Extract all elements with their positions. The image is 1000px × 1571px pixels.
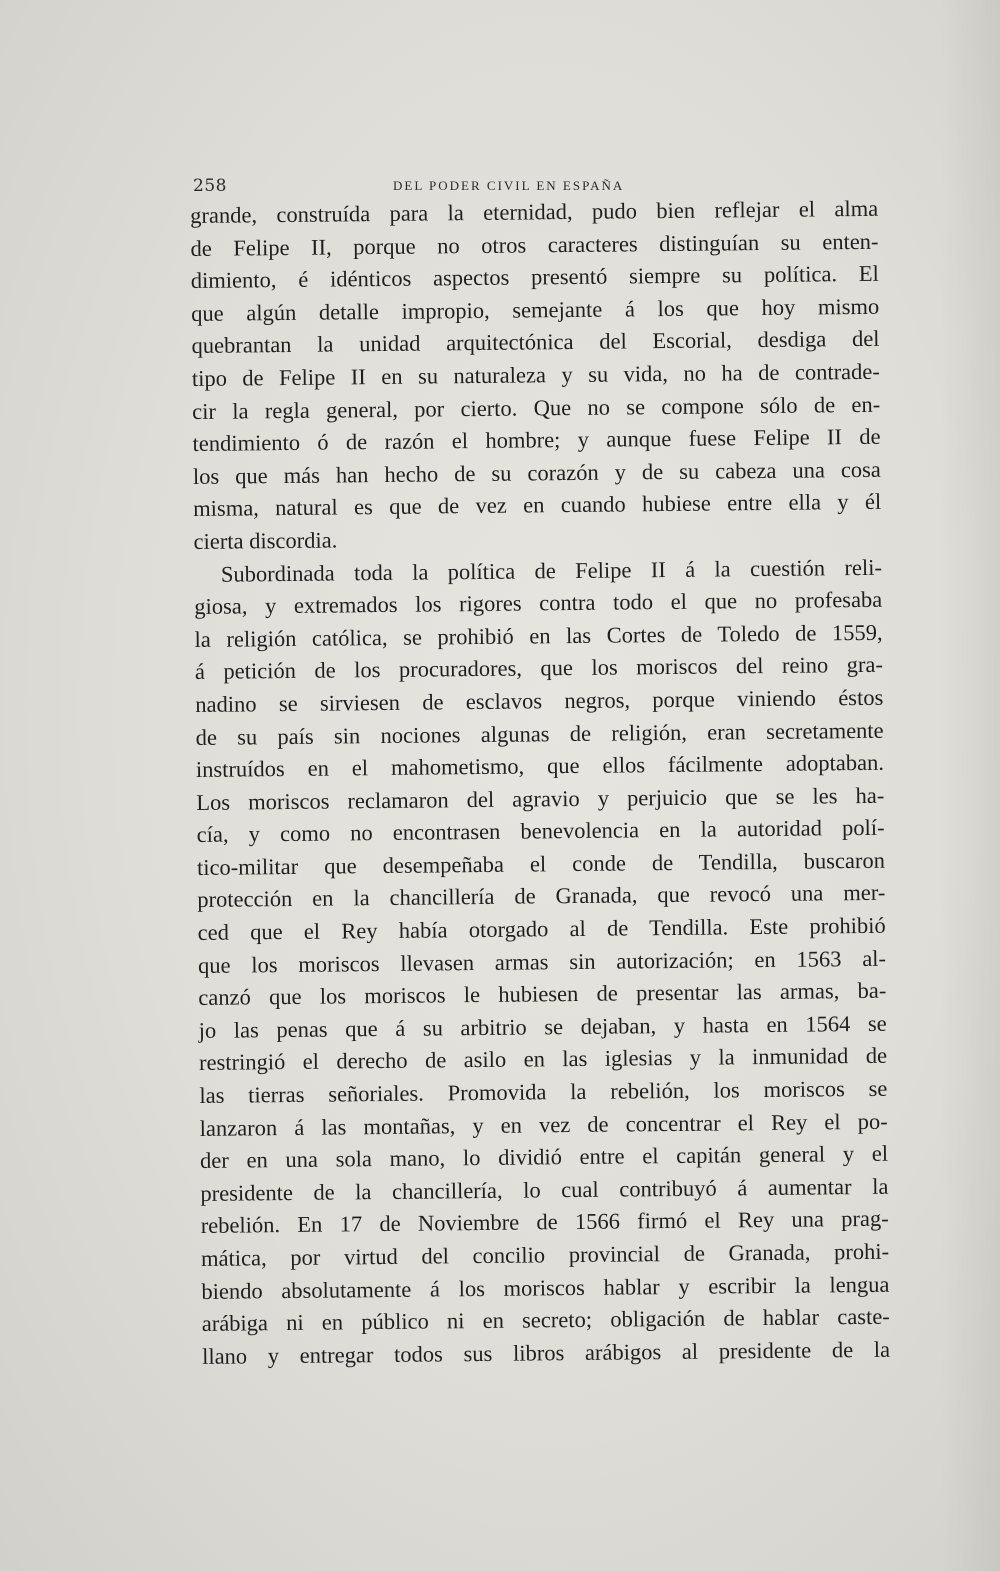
- text-line: llano y entregar todos sus libros arábigos al presidente de la: [201, 1336, 891, 1369]
- text-line: lanzaron á las montañas, y en vez de concentrar el Rey el po-: [199, 1108, 888, 1141]
- text-line: tipo de Felipe II en su naturaleza y su vida, no ha de contrade-: [191, 358, 880, 391]
- text-line: rebelión. En 17 de Noviembre de 1566 firmó el Rey una prag-: [200, 1206, 889, 1239]
- text-line: giosa, y extremados los rigores contra todo el que no profesaba: [194, 586, 883, 620]
- text-line: restringió el derecho de asilo en las iglesias y la inmunidad de: [198, 1043, 888, 1076]
- text-line: arábiga ni en público ni en secreto; obligación de hablar caste-: [201, 1303, 890, 1337]
- text-line: der en una sola mano, lo dividió entre el capitán general y el: [199, 1140, 889, 1174]
- text-line: grande, construída para la eternidad, pudo bien reflejar el alma: [190, 195, 879, 228]
- text-line: jo las penas que á su arbitrio se dejaban, y hasta en 1564 se: [198, 1010, 887, 1043]
- text-line: misma, natural es que de vez en cuando hubiese entre ella y él: [193, 489, 882, 522]
- text-line: á petición de los procuradores, que los moriscos del reino gra-: [194, 652, 884, 685]
- text-line: biendo absolutamente á los moriscos hablar y escribir la lengua: [201, 1271, 890, 1304]
- text-line: de Felipe II, porque no otros caracteres distinguían su enten-: [190, 228, 879, 261]
- body-text: [190, 193, 890, 1374]
- text-line: cierta discordia.: [193, 527, 338, 554]
- text-line: presidente de la chancillería, lo cual contribuyó á aumentar la: [200, 1173, 889, 1206]
- text-line: instruídos en el mahometismo, que ellos fácilmente adoptaban.: [195, 749, 885, 783]
- text-line: quebrantan la unidad arquitectónica del Escorial, desdiga del: [191, 326, 880, 359]
- text-line: cía, y como no encontrasen benevolencia en la autoridad polí-: [196, 815, 885, 848]
- text-line: mática, por virtud del concilio provincial de Granada, prohi-: [200, 1238, 890, 1271]
- text-line: dimiento, é idénticos aspectos presentó siempre su política. El: [190, 260, 879, 294]
- text-line: los que más han hecho de su corazón y de su cabeza una cosa: [192, 456, 881, 489]
- text-line: que algún detalle impropio, semejante á los que hoy mismo: [191, 293, 880, 326]
- text-line: ced que el Rey había otorgado al de Tendilla. Este prohibió: [197, 912, 886, 946]
- text-line: canzó que los moriscos le hubiesen de presentar las armas, ba-: [198, 978, 887, 1011]
- text-line: protección en la chancillería de Granada, que revocó una mer-: [197, 880, 886, 913]
- text-line: de su país sin nociones algunas de religión, eran secretamente: [195, 717, 884, 750]
- page-number: 258: [193, 176, 227, 196]
- text-line: Subordinada toda la política de Felipe II á la cuestión reli-: [220, 554, 883, 587]
- paragraph-1: [190, 193, 882, 559]
- text-line: nadino se sirviesen de esclavos negros, porque viniendo éstos: [195, 684, 884, 717]
- paragraph-2: [194, 551, 890, 1373]
- text-line: tendimiento ó de razón el hombre; y aunque fuese Felipe II de: [192, 423, 881, 457]
- text-line: tico-militar que desempeñaba el conde de Tendilla, buscaron: [196, 847, 886, 880]
- text-line: cir la regla general, por cierto. Que no se compone sólo de en-: [192, 391, 881, 424]
- running-head: DEL PODER CIVIL EN ESPAÑA: [393, 178, 625, 193]
- text-line: las tierras señoriales. Promovida la rebelión, los moriscos se: [199, 1075, 888, 1108]
- text-line: la religión católica, se prohibió en las Cortes de Toledo de 1559,: [194, 619, 883, 652]
- text-line: Los moriscos reclamaron del agravio y perjuicio que se les ha-: [196, 782, 885, 815]
- text-line: que los moriscos llevasen armas sin autorización; en 1563 al-: [197, 945, 887, 978]
